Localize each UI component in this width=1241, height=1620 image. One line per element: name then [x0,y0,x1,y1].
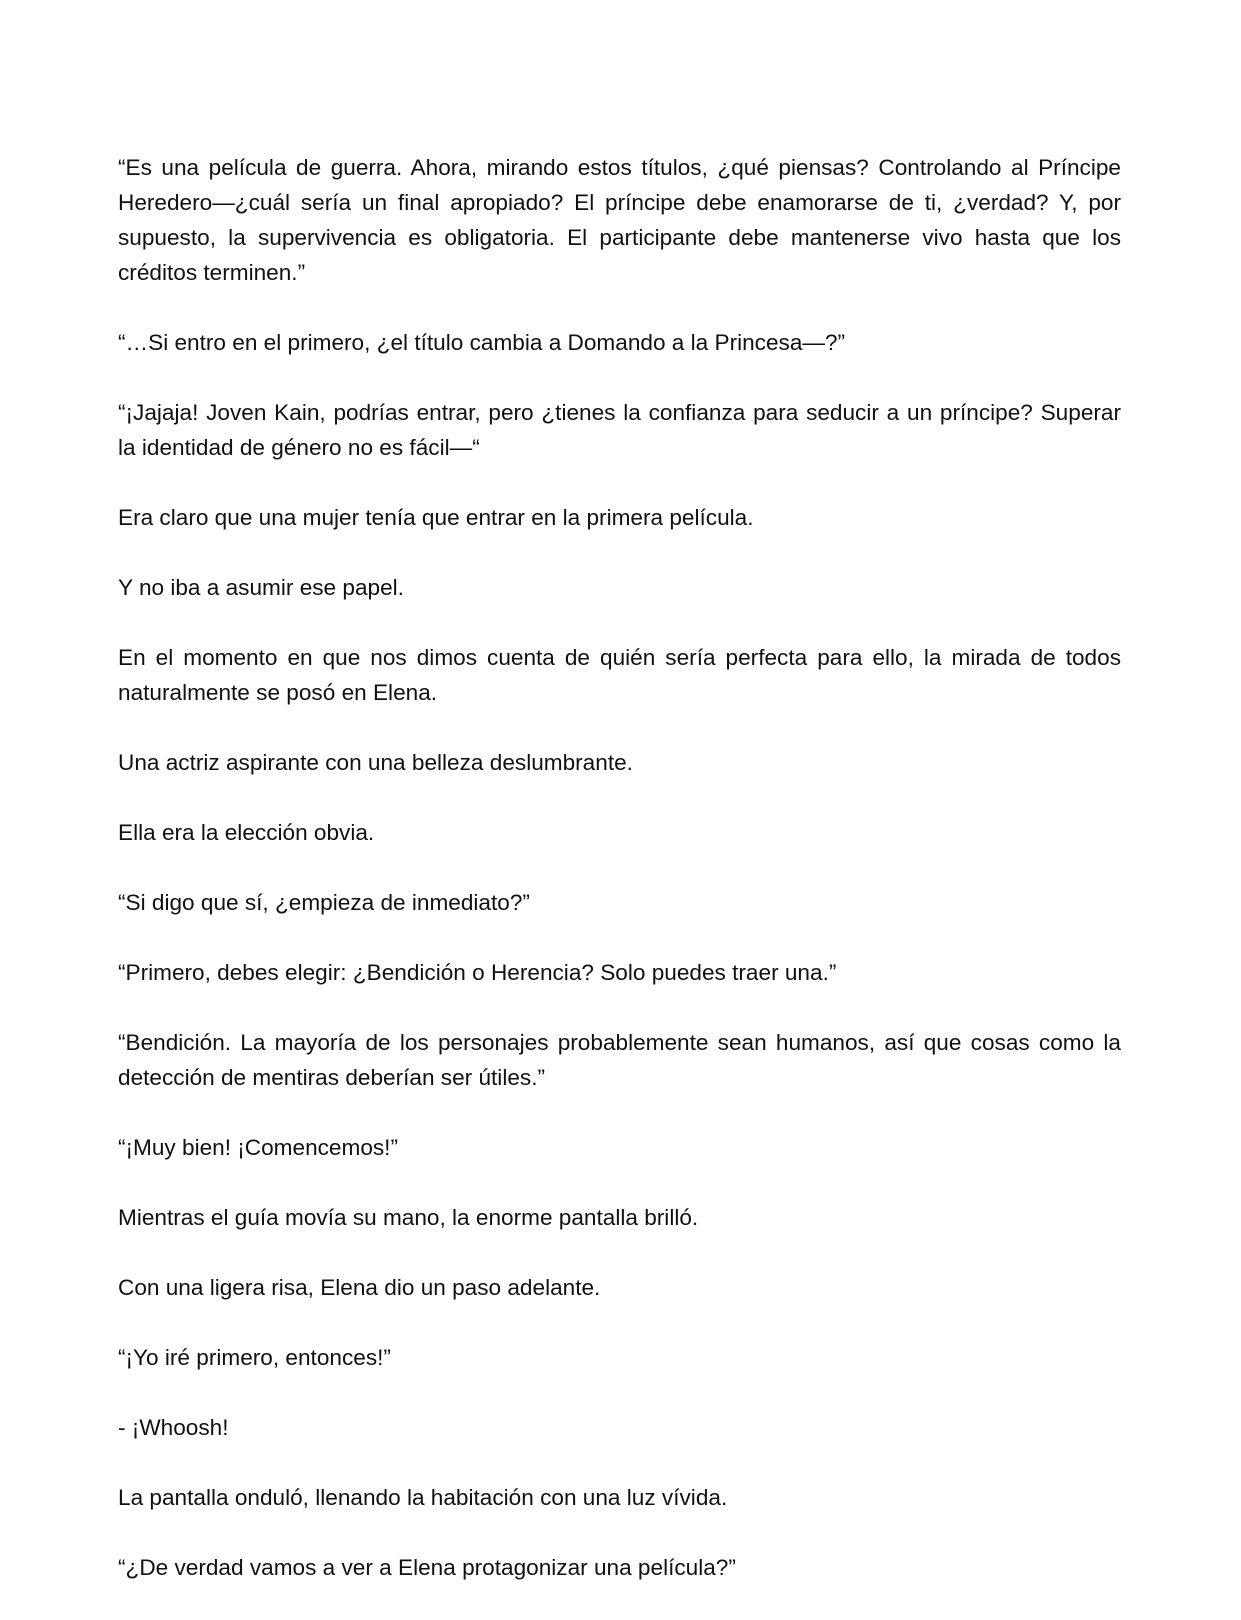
paragraph-13: Mientras el guía movía su mano, la enorme pantalla brilló. [118,1205,699,1230]
paragraph-18: “¿De verdad vamos a ver a Elena protagonizar una película?” [118,1555,736,1580]
paragraph-8: Ella era la elección obvia. [118,820,375,845]
paragraph-12: “¡Muy bien! ¡Comencemos!” [118,1135,398,1160]
paragraph-10: “Primero, debes elegir: ¿Bendición o Herencia? Solo puedes traer una.” [118,960,837,985]
paragraph-3: “¡Jajaja! Joven Kain, podrías entrar, pero ¿tienes la confianza para seducir a un príncipe? Superar la identidad de género no es fácil—“ [118,400,1121,460]
paragraph-4: Era claro que una mujer tenía que entrar en la primera película. [118,505,754,530]
paragraph-14: Con una ligera risa, Elena dio un paso adelante. [118,1275,601,1300]
paragraph-11: “Bendición. La mayoría de los personajes probablemente sean humanos, así que cosas como la detección de mentiras deberían ser útiles.” [118,1030,1121,1090]
paragraph-17: La pantalla onduló, llenando la habitación con una luz vívida. [118,1485,728,1510]
paragraph-7: Una actriz aspirante con una belleza deslumbrante. [118,750,633,775]
paragraph-16: - ¡Whoosh! [118,1415,229,1440]
paragraph-9: “Si digo que sí, ¿empieza de inmediato?” [118,890,530,915]
paragraph-1: “Es una película de guerra. Ahora, mirando estos títulos, ¿qué piensas? Controlando al Príncipe Heredero—¿cuál sería un final apropiado? El príncipe debe enamorarse de ti, ¿verdad? Y, por supuesto, la supervivencia es obligatoria. El participante debe mantenerse vivo hasta que los créditos terminen.” [118,155,1121,285]
paragraph-6: En el momento en que nos dimos cuenta de quién sería perfecta para ello, la mirada de todos naturalmente se posó en Elena. [118,645,1121,705]
paragraph-5: Y no iba a asumir ese papel. [118,575,404,600]
paragraph-15: “¡Yo iré primero, entonces!” [118,1345,391,1370]
document-page [118,150,1121,1585]
paragraph-2: “…Si entro en el primero, ¿el título cambia a Domando a la Princesa—?” [118,330,846,355]
